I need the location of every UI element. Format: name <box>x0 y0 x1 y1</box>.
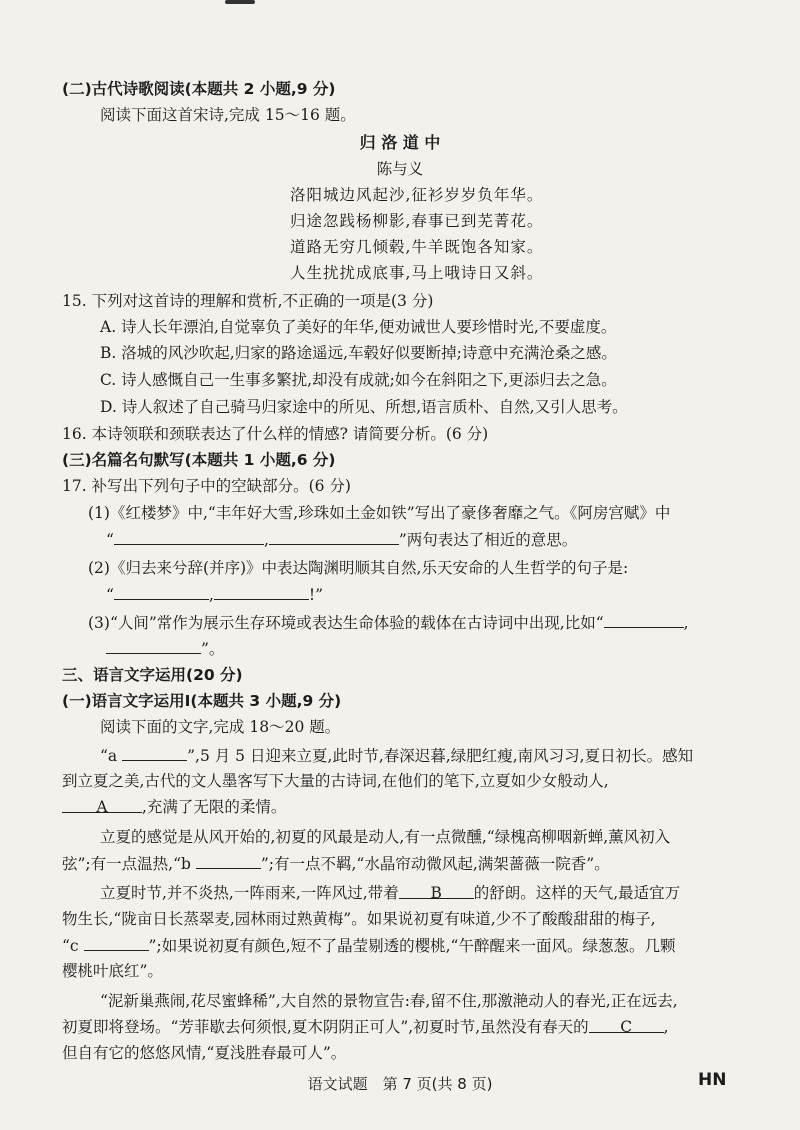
passage-p4-line2 <box>62 1014 730 1040</box>
answer-blank[interactable] <box>114 526 264 545</box>
poem-line-4: 人生扰扰成底事,马上哦诗日又斜。 <box>290 264 544 282</box>
passage-text: 立夏时节,并不炎热,一阵雨来,一阵风过,带着 <box>100 884 399 902</box>
passage-text: ”,5 月 5 日迎来立夏,此时节,春深迟暮,绿肥红瘦,南风习习,夏日初长。感知 <box>187 747 694 765</box>
page-footer: 语文试题 第 7 页(共 8 页) <box>307 1075 493 1093</box>
q15-option-c: C. 诗人感慨自己一生事多繁扰,却没有成就;如今在斜阳之下,更添归去之急。 <box>100 371 617 389</box>
passage-p3-line1 <box>100 880 730 906</box>
answer-blank-C[interactable]: C <box>589 1014 664 1033</box>
answer-blank[interactable] <box>269 526 399 545</box>
passage-p1-line1 <box>100 742 730 769</box>
answer-blank[interactable] <box>604 609 684 628</box>
passage-text: ”;如果说初夏有颜色,短不了晶莹剔透的樱桃,“午醉醒来一面风。绿葱葱。几颗 <box>148 937 676 955</box>
passage-text: ,充满了无限的柔情。 <box>142 798 287 816</box>
quote-open: “ <box>106 531 114 549</box>
comma: , <box>263 531 269 549</box>
q15-option-b: B. 洛城的风沙吹起,归家的路途遥远,车毂好似要断掉;诗意中充满沧桑之感。 <box>100 344 617 362</box>
quote-close: ”。 <box>201 640 225 658</box>
q17-item2-line2 <box>106 581 730 608</box>
top-mark <box>225 0 255 4</box>
q16-stem: 16. 本诗领联和颈联表达了什么样的情感? 请简要分析。(6 分) <box>62 425 489 443</box>
part-3-heading: 三、语言文字运用(20 分) <box>62 666 243 684</box>
passage-p2-line2 <box>62 850 730 877</box>
passage-p3-line3 <box>62 932 730 959</box>
passage-text: ”;有一点不羁,“水晶帘动微风起,满架蔷薇一院香”。 <box>260 855 610 873</box>
q15-option-d: D. 诗人叙述了自己骑马归家途中的所见、所想,语言质朴、自然,又引人思考。 <box>100 398 628 416</box>
section-3-heading: (三)名篇名句默写(本题共 1 小题,6 分) <box>62 451 336 469</box>
answer-blank[interactable] <box>214 581 309 600</box>
answer-blank-c[interactable] <box>84 932 149 951</box>
passage-text: , <box>663 1018 669 1036</box>
passage-text: 初夏即将登场。“芳菲歇去何须恨,夏木阴阴正可人”,初夏时节,虽然没有春天的 <box>62 1018 589 1036</box>
answer-blank[interactable] <box>106 635 201 654</box>
q17-item2-line1: (2)《归去来兮辞(并序)》中表达陶渊明顺其自然,乐天安命的人生哲学的句子是: <box>88 559 629 577</box>
part-3-instruction: 阅读下面的文字,完成 18～20 题。 <box>100 718 341 736</box>
answer-blank-b[interactable] <box>196 850 261 869</box>
poem-line-1: 洛阳城边风起沙,征衫岁岁负年华。 <box>290 186 544 204</box>
comma: , <box>683 614 689 632</box>
passage-p1-line2: 到立夏之美,古代的文人墨客写下大量的古诗词,在他们的笔下,立夏如少女般动人, <box>62 772 609 790</box>
q17-stem: 17. 补写出下列句子中的空缺部分。(6 分) <box>62 477 351 495</box>
answer-blank-B[interactable]: B <box>399 880 474 899</box>
passage-text: 弦”;有一点温热,“b <box>62 855 196 873</box>
answer-blank-A[interactable]: A <box>62 794 142 813</box>
passage-text: 的舒朗。这样的天气,最适宜万 <box>473 884 681 902</box>
blank-a-label: “a <box>100 747 123 765</box>
part-3-subheading: (一)语言文字运用Ⅰ(本题共 3 小题,9 分) <box>62 692 342 710</box>
passage-p3-line4: 樱桃叶底红”。 <box>62 962 163 980</box>
passage-p4-line1: “泥新巢燕闹,花尽蜜蜂稀”,大自然的景物宣告:春,留不住,那激滟动人的春光,正在远去, <box>100 992 678 1010</box>
q17-item1-line1: (1)《红楼梦》中,“丰年好大雪,珍珠如土金如铁”写出了豪侈奢靡之气。《阿房宫赋》中 <box>88 504 671 522</box>
section-2-instruction: 阅读下面这首宋诗,完成 15～16 题。 <box>100 106 356 124</box>
quote-close: !” <box>308 586 324 604</box>
poem-line-2: 归途忽践杨柳影,春事已到芜菁花。 <box>290 212 544 230</box>
q15-stem: 15. 下列对这首诗的理解和赏析,不正确的一项是(3 分) <box>62 292 434 310</box>
quote-close: ”两句表达了相近的意思。 <box>398 531 578 549</box>
item3-text: (3)“人间”常作为展示生存环境或表达生命体验的载体在古诗词中出现,比如“ <box>88 614 604 632</box>
poem-title: 归 洛 道 中 <box>359 133 441 152</box>
q17-item1-line2 <box>106 526 730 553</box>
answer-blank[interactable] <box>114 581 209 600</box>
q17-item3-line1 <box>88 609 730 636</box>
passage-p4-line3: 但自有它的悠悠风情,“夏浅胜春最可人”。 <box>62 1044 347 1062</box>
passage-text: “c <box>62 937 84 955</box>
region-code: HN <box>698 1070 727 1090</box>
passage-p1-line3 <box>62 794 730 820</box>
answer-blank-a[interactable] <box>122 742 187 761</box>
poem-author: 陈与义 <box>376 160 424 178</box>
passage-p2-line1: 立夏的感觉是从风开始的,初夏的风最是动人,有一点微醺,“绿槐高柳咽新蝉,薰风初入 <box>100 828 671 846</box>
passage-p3-line2: 物生长,“陇亩日长蒸翠麦,园林雨过熟黄梅”。如果说初夏有味道,少不了酸酸甜甜的梅子, <box>62 910 656 928</box>
quote-open: “ <box>106 586 114 604</box>
section-2-heading: (二)古代诗歌阅读(本题共 2 小题,9 分) <box>62 80 336 98</box>
q17-item3-line2 <box>106 635 730 662</box>
q15-option-a: A. 诗人长年漂泊,自觉辜负了美好的年华,便劝诫世人要珍惜时光,不要虚度。 <box>100 318 617 336</box>
comma: , <box>208 586 214 604</box>
poem-line-3: 道路无穷几倾毂,牛羊既饱各知家。 <box>290 238 544 256</box>
